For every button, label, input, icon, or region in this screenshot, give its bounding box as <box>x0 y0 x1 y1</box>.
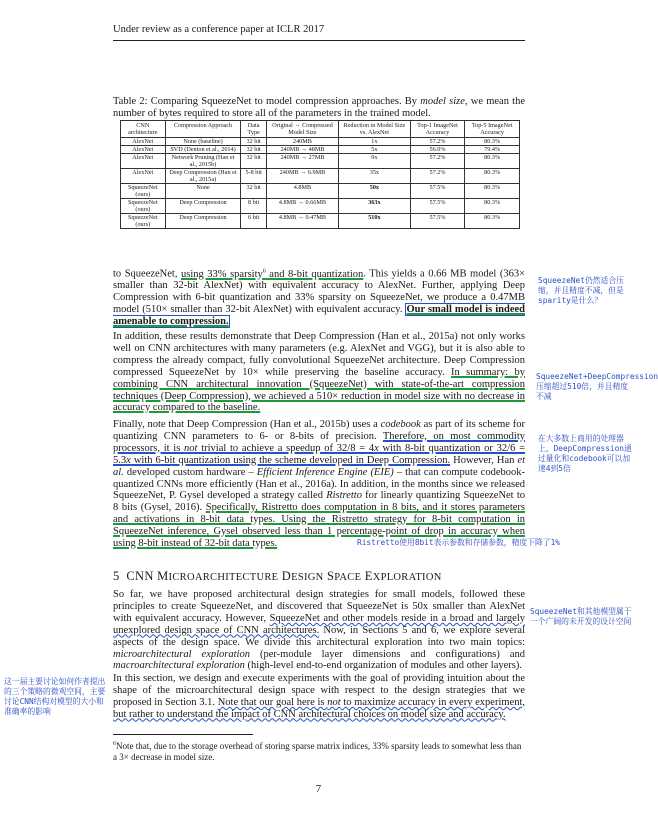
column-header: CNN architecture <box>121 121 166 138</box>
section-number: 5 <box>113 569 120 583</box>
table-cell: 510x <box>339 214 411 229</box>
paragraph-summary: In addition, these results demonstrate that Deep Compression (Han et al., 2015a) not only works well on CNN architectures with many parameters (e.g. AlexNet and VGG), but it is also able to compress the already compact, fully convolutional SqueezeNet architecture. Deep Compression compressed SqueezeNet by 10× while preserving the baseline accuracy. In summary: by combining CNN architectural innovation (SqueezeNet) with state-of-the-art compression techniques (Deep Compression), we achieved a 510× reduction in model size with no decrease in accuracy compared to the baseline. <box>113 331 526 414</box>
table-cell: 80.3% <box>465 184 520 199</box>
table-cell: 363x <box>339 199 411 214</box>
table-cell: 57.5% <box>410 184 465 199</box>
annotation-compression: SqueezeNet仍然适合压缩，并且精度不减，但是sparity是什么？ <box>538 276 624 305</box>
table-cell: SqueezeNet (ours) <box>121 214 166 229</box>
table-cell: 57.2% <box>410 138 465 146</box>
column-header: Original → Compressed Model Size <box>266 121 338 138</box>
paragraph-quantization: Finally, note that Deep Compression (Han et al., 2015b) uses a codebook as part of its scheme for quantizing CNN parameters to 6- or 8-bits of precision. Therefore, on most commodity processors, it is not trivial to achieve a speedup of 32/8 = 4x with 8-bit quantization or 32/6 = 5.3x with 6-bit quantization using the scheme developed in Deep Compression. However, Han et al. developed custom hardware – Efficient Inference Engine (EIE) – that can compute codebook-quantized CNNs more efficiently (Han et al., 2016a). In addition, in the months since we released SqueezeNet, P. Gysel developed a strategy called Ristretto for linearly quantizing SqueezeNet to 8 bits (Gysel, 2016). Specifically, Ristretto does computation in 8 bits, and it stores parameters and activations in 8-bit data types. Using the Ristretto strategy for 8-bit computation in SqueezeNet inference, Gysel observed less than 1 percentage-point of drop in accuracy when using 8-bit instead of 32-bit data types. <box>113 419 525 550</box>
table-row <box>121 138 520 146</box>
table-cell: 8 bit <box>241 199 266 214</box>
section-heading: 5 CNN MICROARCHITECTURE DESIGN SPACE EXPLORATION <box>113 569 442 583</box>
table-cell: 32 bit <box>241 184 266 199</box>
table-cell: 57.5% <box>410 199 465 214</box>
table-body <box>121 138 520 229</box>
table-cell: 80.3% <box>465 169 520 184</box>
paragraph-section-goal: In this section, we design and execute experiments with the goal of providing intuition about the shape of the microarchitectural design space with respect to the design strategies that we proposed in Section 3.1. Note that our goal here is not to maximize accuracy in every experiment, but rather to understand the impact of CNN architectural choices on model size and accuracy. <box>113 673 525 720</box>
table-cell: AlexNet <box>121 138 166 146</box>
table-caption: Table 2: Comparing SqueezeNet to model compression approaches. By model size, we mean the number of bytes required to store all of the parameters in the trained model. <box>113 96 526 119</box>
table-cell: 5x <box>339 146 411 154</box>
annotation-section-intro: 这一届主要讨论如何作者提出的三个策略的微观空间，主要讨论CNN结构对模型的大小和准确率的影响 <box>4 677 106 716</box>
annotation-510x: SqueezeNet+DeepCompression压缩超过510倍，并且精度不减 <box>536 372 658 401</box>
table-cell: 32 bit <box>241 138 266 146</box>
annotation-design-space: SqueezeNet和其他模型属于一个广阔的未开发的设计空间 <box>530 607 632 626</box>
paragraph-compression-results: to SqueezeNet, using 33% sparsity$^6$ and 8-bit quantization. This yields a 0.66 MB model (363× smaller than 32-bit AlexNet) with equivalent accuracy to AlexNet. Further, applying Deep Compression with 6-bit quantization and 33% sparsity on SqueezeNet, we produce a 0.47MB model (510× smaller than 32-bit AlexNet) with equivalent accuracy. Our small model is indeed amenable to compression. <box>113 268 525 328</box>
column-header: Top-5 ImageNet Accuracy <box>465 121 520 138</box>
table-cell: 4.8MB <box>266 184 338 199</box>
table-cell: Deep Compression (Han et al., 2015a) <box>165 169 241 184</box>
table-cell: SqueezeNet (ours) <box>121 199 166 214</box>
footnote-rule <box>113 734 253 735</box>
column-header: Reduction in Model Size vs. AlexNet <box>339 121 411 138</box>
table-row <box>121 146 520 154</box>
table-cell: 57.5% <box>410 214 465 229</box>
comparison-table <box>120 120 520 229</box>
table-cell: 4.8MB → 0.66MB <box>266 199 338 214</box>
table-cell: 56.0% <box>410 146 465 154</box>
table-cell: 9x <box>339 154 411 169</box>
table-cell: SVD (Denton et al., 2014) <box>165 146 241 154</box>
table-cell: 80.3% <box>465 214 520 229</box>
page-number: 7 <box>315 784 322 795</box>
footnote: $^6$Note that, due to the storage overhead of storing sparse matrix indices, 33% sparsity leads to somewhat less than a 3× decrease in model size. <box>113 741 522 762</box>
annotation-speedup: 在大多数上商用的处理器上，DeepCompression通过量化和codebook可以加速4到5倍 <box>538 434 632 473</box>
table-row <box>121 214 520 229</box>
table-cell: 5-8 bit <box>241 169 266 184</box>
table-cell: 50x <box>339 184 411 199</box>
table-cell: SqueezeNet (ours) <box>121 184 166 199</box>
table-cell: 57.2% <box>410 169 465 184</box>
column-header: Compression Approach <box>165 121 241 138</box>
column-header: Data Type <box>241 121 266 138</box>
table-cell: 240MB → 6.9MB <box>266 169 338 184</box>
table-cell: 240MB <box>266 138 338 146</box>
table-row <box>121 169 520 184</box>
table-cell: 32 bit <box>241 146 266 154</box>
table-cell: 1x <box>339 138 411 146</box>
table-cell: 32 bit <box>241 154 266 169</box>
table-cell: Deep Compression <box>165 199 241 214</box>
table-cell: 6 bit <box>241 214 266 229</box>
table-cell: AlexNet <box>121 169 166 184</box>
annotation-ristretto: Ristretto使用8bit表示参数和存储参数，精度下降了1% <box>357 538 560 547</box>
table-cell: AlexNet <box>121 146 166 154</box>
table-cell: None <box>165 184 241 199</box>
table-cell: Deep Compression <box>165 214 241 229</box>
header-rule <box>113 40 525 41</box>
table-cell: 35x <box>339 169 411 184</box>
table-cell: 240MB → 27MB <box>266 154 338 169</box>
table-header <box>121 121 520 138</box>
table-row <box>121 154 520 169</box>
table-cell: Network Pruning (Han et al., 2015b) <box>165 154 241 169</box>
table-cell: None (baseline) <box>165 138 241 146</box>
table-cell: 80.3% <box>465 154 520 169</box>
table-row <box>121 184 520 199</box>
table-row <box>121 199 520 214</box>
paragraph-design-space: So far, we have proposed architectural design strategies for small models, followed these principles to create SqueezeNet, and discovered that SqueezeNet is 50x smaller than AlexNet with equivalent accuracy. However, SqueezeNet and other models reside in a broad and largely unexplored design space of CNN architectures. Now, in Sections 5 and 6, we explore several aspects of the design space. We divide this architectural exploration into two main topics: microarchitectural exploration (per-module layer dimensions and configurations) and macroarchitectural exploration (high-level end-to-end organization of modules and other layers). <box>113 589 525 672</box>
table-cell: 57.2% <box>410 154 465 169</box>
table-cell: 79.4% <box>465 146 520 154</box>
table-cell: 80.3% <box>465 199 520 214</box>
table-cell: 4.8MB → 0.47MB <box>266 214 338 229</box>
table-cell: AlexNet <box>121 154 166 169</box>
table-cell: 240MB → 48MB <box>266 146 338 154</box>
table-cell: 80.3% <box>465 138 520 146</box>
column-header: Top-1 ImageNet Accuracy <box>410 121 465 138</box>
running-header: Under review as a conference paper at ICLR 2017 <box>113 24 325 35</box>
